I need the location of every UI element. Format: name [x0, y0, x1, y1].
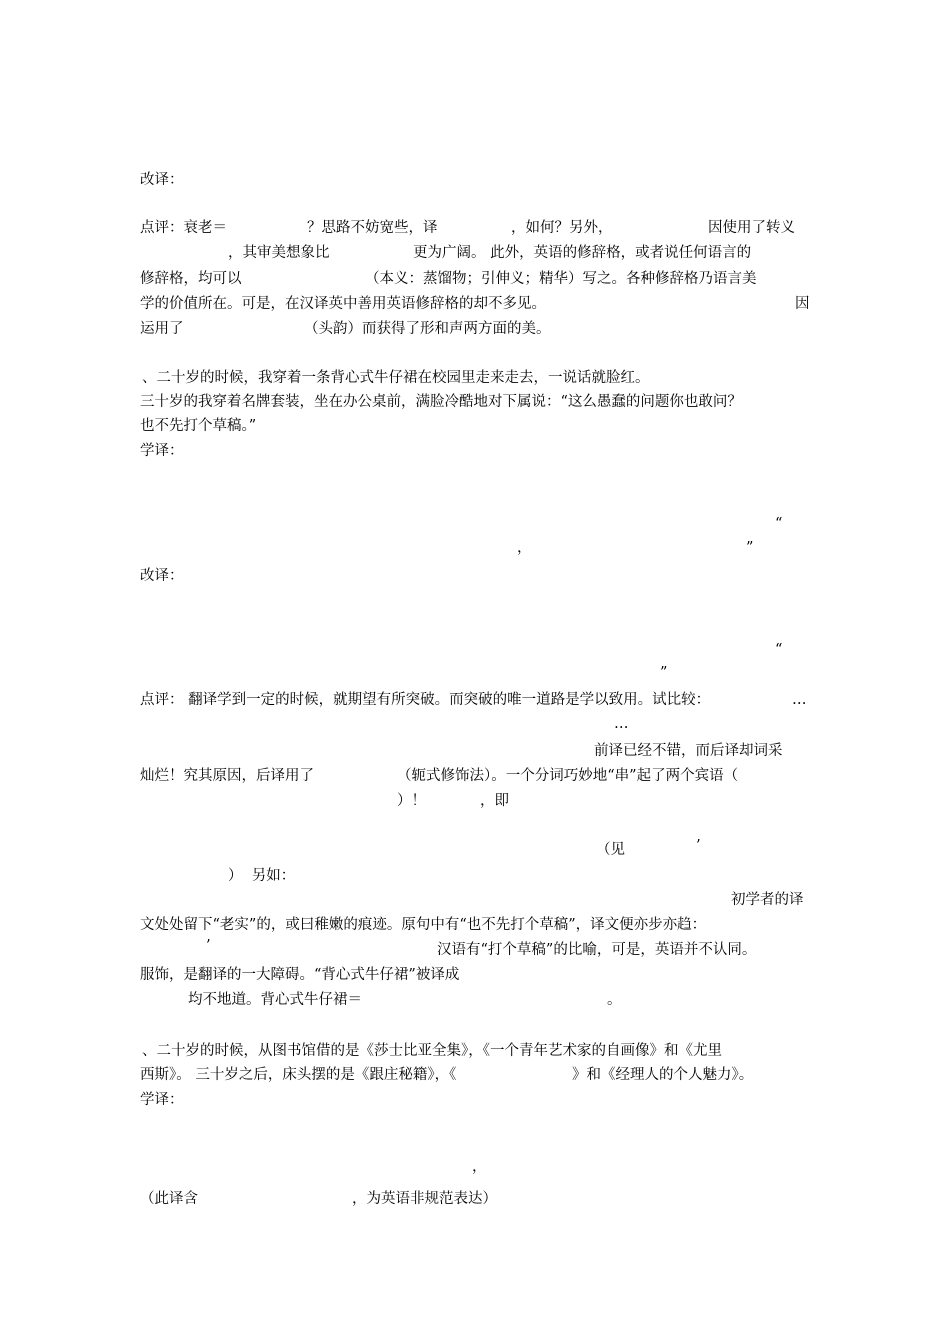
commentary-text: 灿烂！究其原因，后译用了 — [140, 768, 314, 784]
commentary-text: 均不地道。背心式牛仔裙＝ — [188, 992, 362, 1008]
note-text: ，为英语非规范表达） — [352, 1191, 497, 1207]
source-text: 、二十岁的时候，从图书馆借的是《莎士比亚全集》，《一个青年艺术家的自画像》和《尤里 — [142, 1043, 722, 1059]
commentary-text: （本义：蒸馏物；引伸义；精华）写之。各种修辞格乃语言美 — [365, 271, 757, 287]
quote-mark: ” — [660, 665, 668, 681]
commentary-text: （见 — [596, 842, 625, 858]
commentary-text: 服饰，是翻译的一大障碍。“背心式牛仔裙”被译成 — [140, 967, 460, 983]
commentary-text: 点评：衰老＝ — [140, 220, 227, 236]
commentary-text: 更为广阔。 此外，英语的修辞格，或者说任何语言的 — [413, 245, 752, 261]
commentary-text: ）！ — [397, 793, 426, 809]
source-text: 也不先打个草稿。” — [140, 418, 257, 434]
commentary-text: 运用了 — [140, 321, 184, 337]
commentary-text: 修辞格，均可以 — [140, 271, 242, 287]
student-translation-label: 学译： — [140, 443, 184, 459]
commentary-text: 。 — [607, 992, 622, 1008]
commentary-text: ） 另如： — [228, 868, 296, 884]
ellipsis: … — [614, 716, 629, 732]
source-text: 三十岁的我穿着名牌套装，坐在办公桌前，满脸冷酷地对下属说：“这么愚蠢的问题你也敢问？ — [140, 394, 742, 410]
source-text: 西斯》。 三十岁之后，床头摆的是《跟庄秘籍》，《 — [140, 1067, 457, 1083]
commentary-text: 学的价值所在。可是，在汉译英中善用英语修辞格的却不多见。 — [140, 296, 546, 312]
note-text: （此译含 — [140, 1191, 198, 1207]
quote-mark: ” — [746, 540, 754, 556]
commentary-text: 文处处留下“老实”的，或曰稚嫩的痕迹。原句中有“也不先打个草稿”，译文便亦步亦趋： — [140, 917, 707, 933]
source-text: 》和《经理人的个人魅力》。 — [572, 1067, 754, 1083]
commentary-text: 初学者的译 — [731, 892, 804, 908]
comma-mark: ， — [472, 1159, 487, 1175]
commentary-text: 因 — [795, 296, 810, 312]
commentary-text: 因使用了转义 — [708, 220, 795, 236]
commentary-text: 汉语有“打个草稿”的比喻，可是，英语并不认同。 — [437, 942, 757, 958]
commentary-text: ’ — [696, 838, 701, 854]
revised-translation-label: 改译： — [140, 172, 184, 188]
commentary-text: ，其审美想象比 — [228, 245, 330, 261]
quote-mark: “ — [775, 516, 783, 532]
commentary-text: 前译已经不错，而后译却词采 — [594, 743, 783, 759]
source-text: 、二十岁的时候，我穿着一条背心式牛仔裙在校园里走来走去，一说话就脸红。 — [142, 370, 650, 386]
commentary-text: ’ — [206, 938, 211, 954]
commentary-text: ？思路不妨宽些，译 — [307, 220, 438, 236]
commentary-text: ，即 — [480, 793, 509, 809]
commentary-text: 点评： 翻译学到一定的时候，就期望有所突破。而突破的唯一道路是学以致用。试比较： — [140, 692, 711, 708]
revised-translation-label: 改译： — [140, 568, 184, 584]
ellipsis: … — [792, 692, 807, 708]
commentary-text: （轭式修饰法）。一个分词巧妙地“串”起了两个宾语（ — [397, 768, 739, 784]
quote-mark: “ — [775, 642, 783, 658]
commentary-text: （头韵）而获得了形和声两方面的美。 — [304, 321, 551, 337]
student-translation-label: 学译： — [140, 1092, 184, 1108]
comma-mark: ， — [517, 540, 532, 556]
commentary-text: ，如何？另外， — [511, 220, 613, 236]
